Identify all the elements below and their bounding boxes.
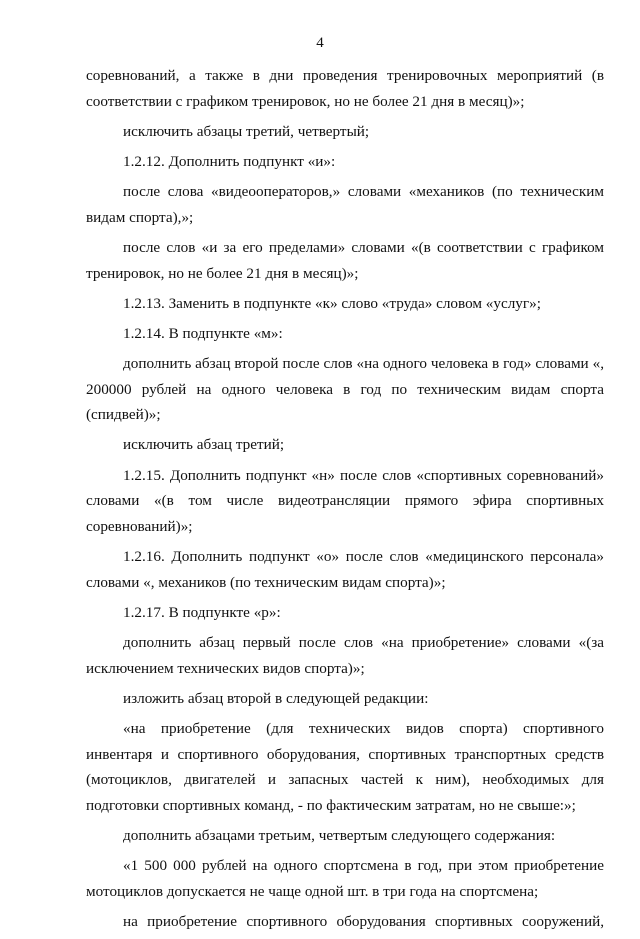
paragraph: 1.2.15. Дополнить подпункт «н» после слов «спортивных соревнований» словами «(в том числе видеотрансляции прямого эфира спортивных соревнований)»; xyxy=(86,466,604,535)
paragraph: после слов «и за его пределами» словами «(в соответствии с графиком тренировок, но не более 21 дня в месяц)»; xyxy=(86,238,604,282)
paragraph: 1.2.14. В подпункте «м»: xyxy=(123,324,283,342)
paragraph: 1.2.17. В подпункте «р»: xyxy=(123,603,281,621)
paragraph: на приобретение спортивного оборудования спортивных сооружений, xyxy=(123,912,604,930)
paragraph: «на приобретение (для технических видов спорта) спортивного инвентаря и спортивного оборудования, спортивных транспортных средств (мотоциклов, двигателей и запасных частей к ним), необходимых для подготовки спортивных команд, - по фактическим затратам, но не свыше:»; xyxy=(86,719,604,814)
paragraph: исключить абзацы третий, четвертый; xyxy=(123,122,370,140)
paragraph: соревнований, а также в дни проведения тренировочных мероприятий (в соответствии с графиком тренировок, но не более 21 дня в месяц)»; xyxy=(86,67,604,110)
paragraph: изложить абзац второй в следующей редакции: xyxy=(123,689,429,707)
page-number: 4 xyxy=(316,35,324,51)
paragraph: «1 500 000 рублей на одного спортсмена в год, при этом приобретение мотоциклов допускается не чаще одной шт. в три года на спортсмена; xyxy=(86,857,604,900)
paragraph: 1.2.16. Дополнить подпункт «о» после слов «медицинского персонала» словами «, механиков (по техническим видам спорта)»; xyxy=(86,548,604,591)
paragraph: 1.2.12. Дополнить подпункт «и»: xyxy=(123,152,336,170)
paragraph: дополнить абзац второй после слов «на одного человека в год» словами «, 200000 рублей на одного человека в год по техническим видам спорта (спидвей)»; xyxy=(86,355,604,424)
paragraph: исключить абзац третий; xyxy=(123,436,285,454)
paragraph: дополнить абзац первый после слов «на приобретение» словами «(за исключением технических видов спорта)»; xyxy=(86,634,604,677)
paragraph: дополнить абзацами третьим, четвертым следующего содержания: xyxy=(123,826,556,844)
document-body xyxy=(86,63,604,939)
paragraph: после слова «видеооператоров,» словами «механиков (по техническим видам спорта),»; xyxy=(86,183,604,226)
paragraph: 1.2.13. Заменить в подпункте «к» слово «труда» словом «услуг»; xyxy=(123,294,541,312)
